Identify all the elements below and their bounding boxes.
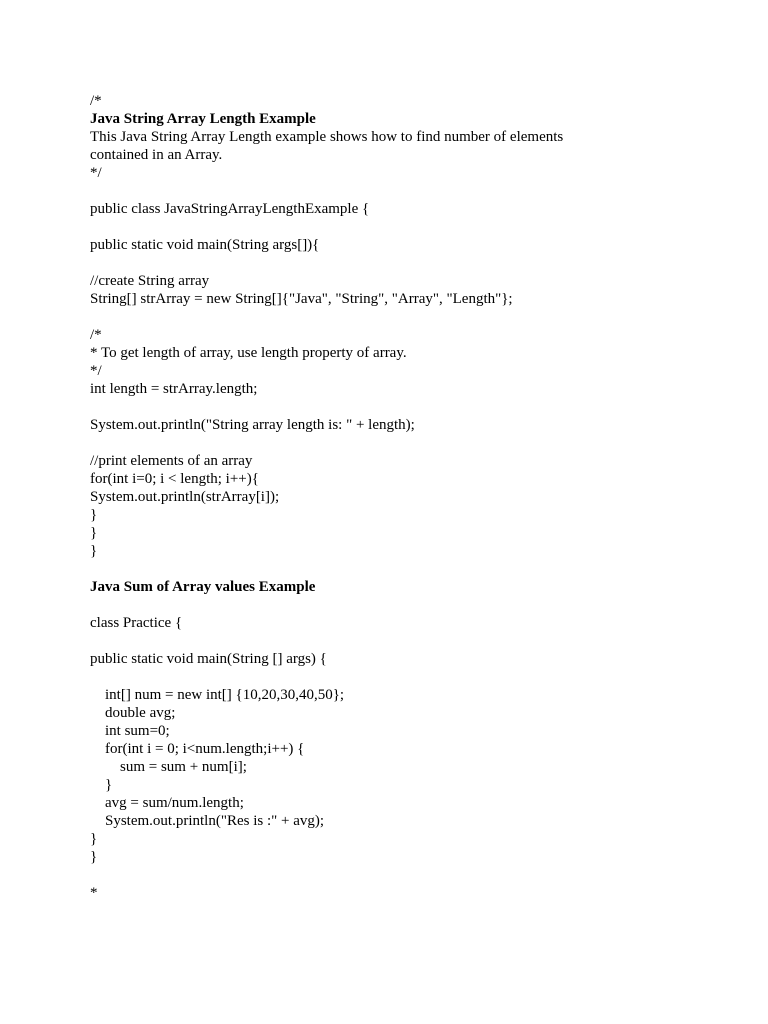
blank-line [90, 434, 710, 452]
text-line: System.out.println("Res is :" + avg); [105, 813, 325, 829]
text-line: } [105, 777, 113, 793]
blank-line [90, 308, 710, 326]
text-line: contained in an Array. [90, 147, 223, 163]
section-heading: Java String Array Length Example [90, 111, 316, 127]
text-line: /* [90, 327, 102, 343]
text-line: for(int i = 0; i<num.length;i++) { [105, 741, 305, 757]
text-line: //print elements of an array [90, 453, 253, 469]
text-line: String[] strArray = new String[]{"Java", "String", "Array", "Length"}; [90, 291, 513, 307]
blank-line [90, 668, 710, 686]
section-heading: Java Sum of Array values Example [90, 579, 316, 595]
text-line: int sum=0; [105, 723, 170, 739]
text-line: * [90, 885, 98, 901]
document-page [90, 92, 710, 902]
text-line: */ [90, 165, 102, 181]
text-line: //create String array [90, 273, 210, 289]
blank-line [90, 560, 710, 578]
blank-line [90, 596, 710, 614]
blank-line [90, 218, 710, 236]
text-line: } [90, 831, 98, 847]
text-line: int length = strArray.length; [90, 381, 258, 397]
text-line: } [90, 525, 98, 541]
blank-line [90, 632, 710, 650]
text-line: avg = sum/num.length; [105, 795, 244, 811]
text-line: } [90, 543, 98, 559]
blank-line [90, 866, 710, 884]
text-line: /* [90, 93, 102, 109]
blank-line [90, 254, 710, 272]
text-line: public static void main(String [] args) { [90, 651, 327, 667]
text-line: double avg; [105, 705, 176, 721]
text-line: int[] num = new int[] {10,20,30,40,50}; [105, 687, 345, 703]
text-line: } [90, 849, 98, 865]
text-line: sum = sum + num[i]; [120, 759, 247, 775]
text-line: */ [90, 363, 102, 379]
text-line: for(int i=0; i < length; i++){ [90, 471, 259, 487]
text-line: public static void main(String args[]){ [90, 237, 320, 253]
text-line: This Java String Array Length example shows how to find number of elements [90, 129, 564, 145]
text-line: * To get length of array, use length property of array. [90, 345, 407, 361]
text-line: System.out.println(strArray[i]); [90, 489, 280, 505]
text-line: class Practice { [90, 615, 183, 631]
blank-line [90, 182, 710, 200]
text-line: System.out.println("String array length is: " + length); [90, 417, 415, 433]
text-line: public class JavaStringArrayLengthExample { [90, 201, 370, 217]
blank-line [90, 398, 710, 416]
text-line: } [90, 507, 98, 523]
